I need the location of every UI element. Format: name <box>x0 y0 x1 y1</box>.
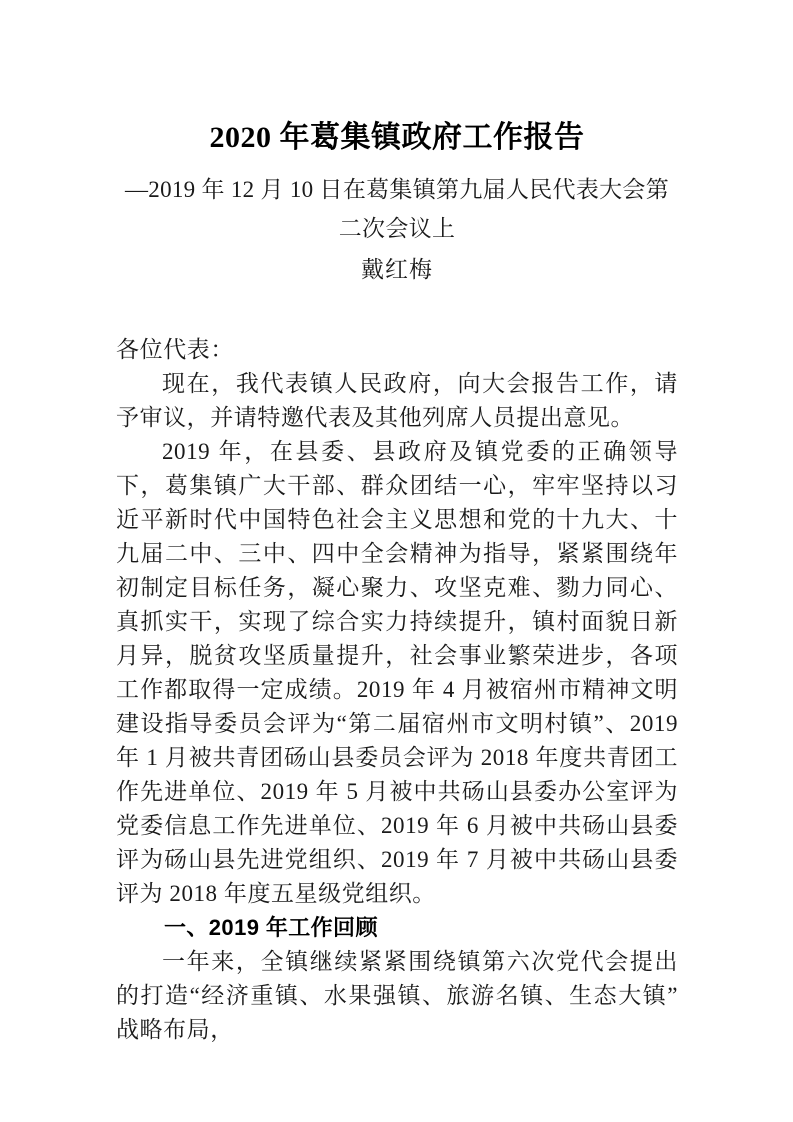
document-title: 2020 年葛集镇政府工作报告 <box>209 121 585 154</box>
salutation-line: 各位代表： <box>116 337 234 362</box>
body-paragraph: 一年来，全镇继续紧紧围绕镇第六次党代会提出的打造“经济重镇、水果强镇、旅游名镇、生态大镇”战略布局， <box>116 949 678 1042</box>
document-content <box>116 118 678 1047</box>
document-author: 戴红梅 <box>361 257 433 282</box>
section-heading-work-review: 一、2019 年工作回顾 <box>164 915 378 940</box>
document-subtitle: —2019 年 12 月 10 日在葛集镇第九届人民代表大会第二次会议上 <box>124 177 670 241</box>
body-paragraph: 现在，我代表镇人民政府，向大会报告工作，请予审议，并请特邀代表及其他列席人员提出意见。 <box>116 371 678 430</box>
body-paragraph: 2019 年，在县委、县政府及镇党委的正确领导下，葛集镇广大干部、群众团结一心，牢牢坚持以习近平新时代中国特色社会主义思想和党的十九大、十九届二中、三中、四中全会精神为指导，紧紧围绕年初制定目标任务，凝心聚力、攻坚克难、勠力同心、真抓实干，实现了综合实力持续提升，镇村面貌日新月异，脱贫攻坚质量提升，社会事业繁荣进步，各项工作都取得一定成绩。2019 年 4 月被宿州市精神文明建设指导委员会评为“第二届宿州市文明村镇”、2019 年 1 月被共青团砀山县委员会评为 2018 年度共青团工作先进单位、2019 年 5 月被中共砀山县委办公室评为党委信息工作先进单位、2019 年 6 月被中共砀山县委评为砀山县先进党组织、2019 年 7 月被中共砀山县委评为 2018 年度五星级党组织。 <box>116 439 678 906</box>
